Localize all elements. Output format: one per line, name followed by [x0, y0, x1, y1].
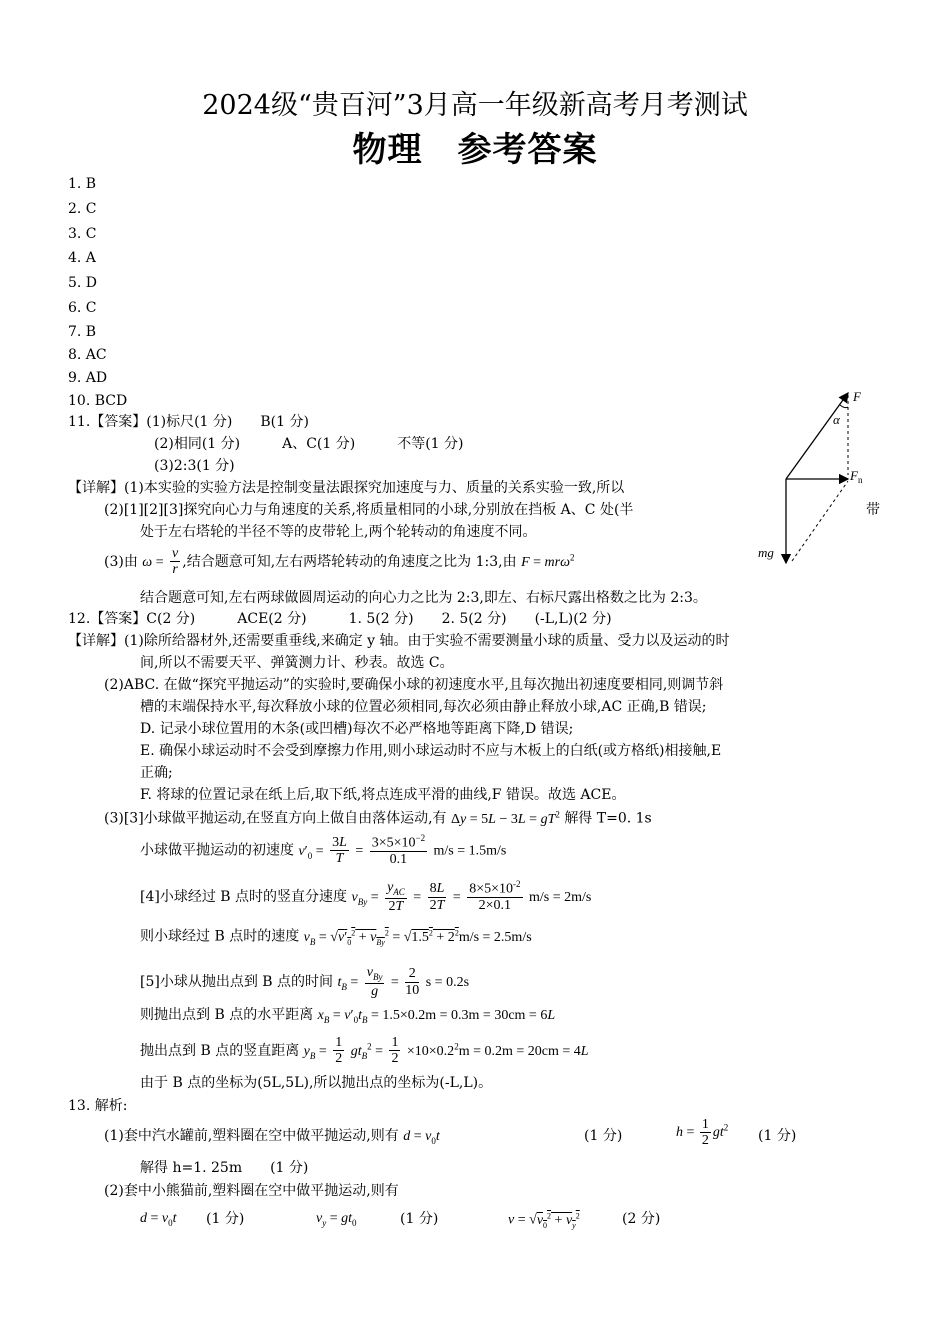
answer-item: 10. BCD	[68, 393, 128, 409]
page-subtitle: 物理 参考答案	[352, 130, 598, 170]
q12-detail-2d: E. 确保小球运动时不会受到摩擦力作用,则小球运动时不应与木板上的白纸(或方格纸)相接触,E	[140, 743, 722, 759]
q13-score2: (1 分)	[758, 1128, 797, 1144]
q13-d-formula: $d = v_0t$	[140, 1211, 177, 1228]
label-alpha: α	[833, 412, 840, 427]
q12-detail-2f: F. 将球的位置记录在纸上后,取下纸,将点连成平滑的曲线,F 错误。故选 ACE。	[140, 787, 626, 803]
q11-detail-3c: 结合题意可知,左右两球做圆周运动的向心力之比为 2:3,即左、右标尺露出格数之比为 2:3。	[140, 590, 707, 606]
q12-detail-2c: D. 记录小球位置用的木条(或凹槽)每次不必严格地等距离下降,D 错误;	[140, 721, 574, 737]
q11-detail-2a: (2)[1][2][3]探究向心力与角速度的关系,将质量相同的小球,分别放在挡板 A、C 处(半	[104, 502, 634, 518]
q11-answer-line3: (3)2:3(1 分)	[154, 458, 235, 474]
q12-detail-3f: 则抛出点到 B 点的水平距离 $x_B = v'_0t_B = 1.5\times 0.2m = 0.3m = 30cm = 6L$	[140, 1007, 556, 1025]
q11-detail-3: (3)由 ω = $\frac{v}{r}$ ,结合题意可知,左右两塔轮转动的角速度之比为 1:3,由 F = mrω$^2$	[104, 546, 575, 578]
q12-detail-3d: 则小球经过 B 点时的速度 $v_B = √v'_0^2 + v_{By}^2 = √1.5^2 + 2^2m/s = 2.5m/s$	[140, 928, 532, 947]
force-diagram	[750, 385, 880, 570]
q12-detail-1a: 【详解】(1)除所给器材外,还需要重垂线,来确定 y 轴。由于实验不需要测量小球的质量、受力以及运动的时	[68, 633, 730, 649]
q13-h-formula: h = $\frac{1}{2}$ $gt^2$	[676, 1117, 729, 1149]
q13-vy-formula: $v_y = gt_0$	[316, 1211, 357, 1228]
answer-item: 5. D	[68, 275, 98, 291]
q11-answer-line2: (2)相同(1 分) A、C(1 分) 不等(1 分)	[154, 436, 464, 452]
answer-item: 9. AD	[68, 370, 108, 386]
q12-detail-3c: [4]小球经过 B 点时的竖直分速度 $v_{By}$ = $\frac{y_{AC}}{2T}$ = $\frac{8L}{2T}$ = $\frac{8\times 5\times 10^{-2}}{2\times 0.1}$ m/s = 2m/s	[140, 879, 592, 914]
label-fn: $F_n$	[850, 468, 863, 485]
answer-item: 1. B	[68, 176, 97, 192]
q13-score1: (1 分)	[584, 1128, 623, 1144]
q11-detail-1: 【详解】(1)本实验的实验方法是控制变量法跟探究加速度与力、质量的关系实验一致,所以	[68, 480, 625, 496]
q12-detail-2b: 槽的末端保持水平,每次释放小球的位置必须相同,每次必须由静止释放小球,AC 正确,B 错误;	[140, 699, 707, 715]
q13-line2: 解得 h=1. 25m (1 分)	[140, 1160, 309, 1176]
q12-detail-1b: 间,所以不需要天平、弹簧测力计、秒表。故选 C。	[140, 655, 454, 671]
q12-detail-3b: 小球做平抛运动的初速度 $v'_0$ = $\frac{3L}{T}$ = $\frac{3\times 5\times 10^{-2}}{0.1}$ m/s = 1.5m/s	[140, 833, 507, 868]
q13-score4: (1 分)	[400, 1211, 439, 1227]
q12-detail-3g: 抛出点到 B 点的竖直距离 $y_B$ = $\frac{1}{2}$ $gt_B^2$ = $\frac{1}{2}$ $\times 10\times 0.2^2m = 0.2m = 20cm = 4L$	[140, 1035, 589, 1067]
omega-formula: $\frac{v}{r}$	[172, 546, 179, 578]
answer-item: 4. A	[68, 250, 96, 266]
q11-detail-2c: 处于左右塔轮的半径不等的皮带轮上,两个轮转动的角速度不同。	[140, 524, 537, 540]
q13-score3: (1 分)	[206, 1211, 245, 1227]
label-mg: mg	[758, 545, 774, 560]
q12-detail-2e: 正确;	[140, 765, 173, 781]
label-f: F	[853, 389, 861, 404]
q13-score5: (2 分)	[622, 1211, 661, 1227]
q12-answer-line: 12.【答案】C(2 分) ACE(2 分) 1. 5(2 分) 2. 5(2 分) (-L,L)(2 分)	[68, 611, 612, 627]
q13-line3: (2)套中小熊猫前,塑料圈在空中做平抛运动,则有	[104, 1183, 399, 1199]
q13-v-formula: $v = √v_0^2 + v_y^2$	[508, 1211, 580, 1230]
q12-detail-2a: (2)ABC. 在做“探究平抛运动”的实验时,要确保小球的初速度水平,且每次抛出初速度要相同,则调节斜	[104, 677, 724, 693]
q13-head: 13. 解析:	[68, 1098, 128, 1114]
q12-detail-3e: [5]小球从抛出点到 B 点的时间 $t_B$ = $\frac{v_{By}}{g}$ = $\frac{2}{10}$ s = 0.2s	[140, 965, 470, 999]
q12-detail-3a: (3)[3]小球做平抛运动,在竖直方向上做自由落体运动,有 $\Delta y = 5L - 3L = gT^2$ 解得 T=0. 1s	[104, 809, 652, 827]
dashed-diagonal	[792, 481, 848, 561]
answer-item: 2. C	[68, 201, 97, 217]
q12-detail-3h: 由于 B 点的坐标为(5L,5L),所以抛出点的坐标为(-L,L)。	[140, 1075, 493, 1091]
page-title: 2024级“贵百河”3月高一年级新高考月考测试	[202, 90, 748, 121]
answer-item: 7. B	[68, 324, 97, 340]
answer-item: 8. AC	[68, 347, 107, 363]
q11-answer-line1: 11.【答案】(1)标尺(1 分) B(1 分)	[68, 414, 309, 430]
answer-item: 6. C	[68, 300, 97, 316]
force-f-arrow	[786, 393, 848, 479]
answer-item: 3. C	[68, 226, 97, 242]
q11-detail-2b: 带	[866, 502, 880, 518]
q13-line1: (1)套中汽水罐前,塑料圈在空中做平抛运动,则有 $d = v_0t$	[104, 1128, 440, 1146]
alpha-arc	[840, 405, 848, 408]
